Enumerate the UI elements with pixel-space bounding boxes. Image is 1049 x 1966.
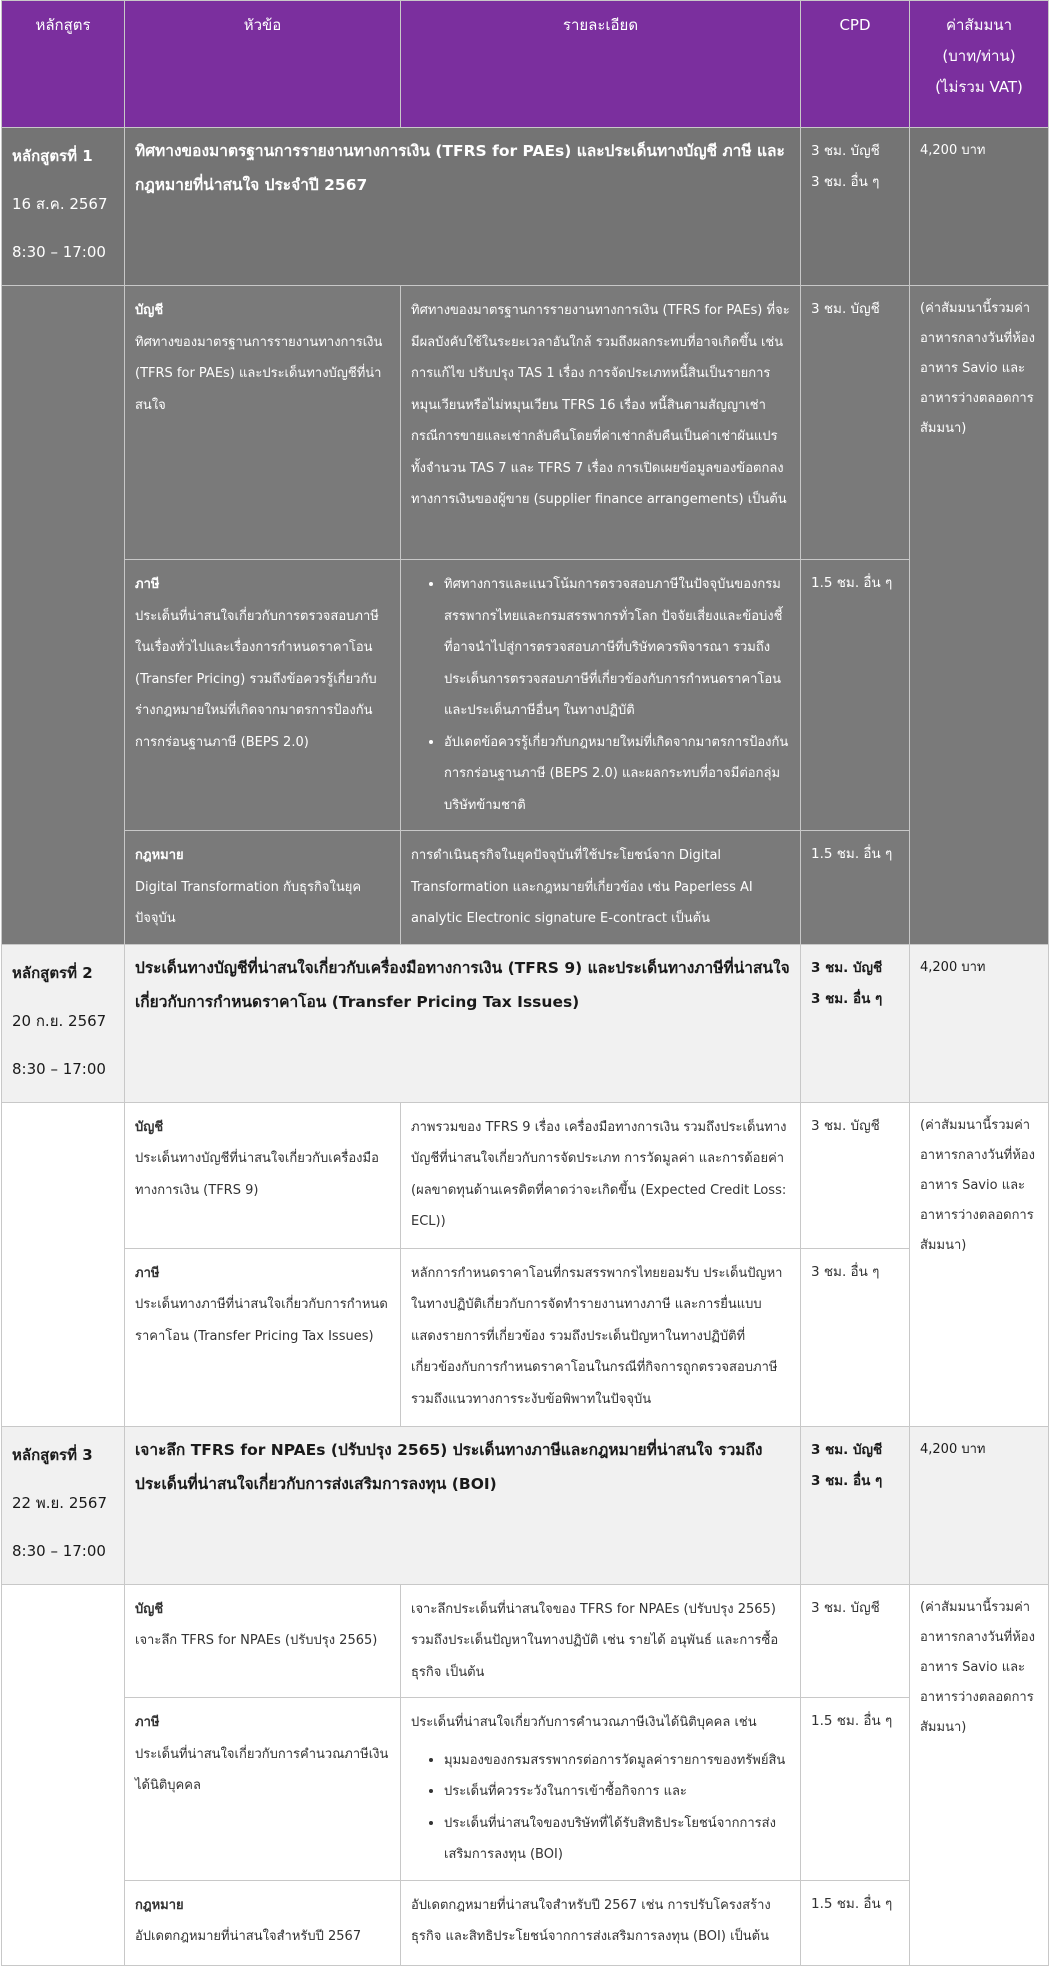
course-2-fee-note: (ค่าสัมมนานี้รวมค่าอาหารกลางวันที่ห้องอาหาร Savio และอาหารว่างตลอดการสัมมนา) — [910, 1102, 1049, 1426]
course-3-title-row — [2, 1426, 1049, 1584]
course-1-session-3-cpd: 1.5 ชม. อื่น ๆ — [801, 831, 910, 945]
course-3-session-1-topic-text: เจาะลึก TFRS for NPAEs (ปรับปรุง 2565) — [135, 1633, 378, 1648]
course-3-session-1 — [2, 1584, 1049, 1698]
course-1-cpd — [801, 128, 910, 286]
course-2-session-1-cpd: 3 ชม. บัญชี — [801, 1102, 910, 1248]
course-2-session-2-detail: หลักการกำหนดราคาโอนที่กรมสรรพากรไทยยอมรับ ประเด็นปัญหาในทางปฏิบัติเกี่ยวกับการจัดทำรายงานทางภาษี และการยื่นแบบแสดงรายการที่เกี่ยวข้อง รวมถึงประเด็นปัญหาในทางปฏิบัติที่เกี่ยวข้องกับการกำหนดราคาโอนในกรณีที่กิจการถูกตรวจสอบภาษี รวมถึงแนวทางการระงับข้อพิพาทในปัจจุบัน — [401, 1248, 801, 1426]
course-3-session-3 — [2, 1880, 1049, 1965]
course-2-session-1-category: บัญชี — [135, 1119, 164, 1135]
course-2-time: 8:30 – 17:00 — [12, 1059, 106, 1078]
course-2-session-2 — [2, 1248, 1049, 1426]
course-1-fee: 4,200 บาท — [910, 128, 1049, 286]
header-topic: หัวข้อ — [125, 1, 401, 128]
course-3-cpd-line1: 3 ชม. บัญชี — [811, 1441, 883, 1458]
header-course: หลักสูตร — [2, 1, 125, 128]
course-1-session-3 — [2, 831, 1049, 945]
course-2-session-2-topic-text: ประเด็นทางภาษีที่น่าสนใจเกี่ยวกับการกำหนดราคาโอน (Transfer Pricing Tax Issues) — [135, 1297, 388, 1344]
seminar-schedule-table — [1, 0, 1049, 1966]
course-3-session-2-cpd: 1.5 ชม. อื่น ๆ — [801, 1698, 910, 1881]
course-3-cpd-line2: 3 ชม. อื่น ๆ — [811, 1472, 883, 1489]
course-2-session-2-topic — [125, 1248, 401, 1426]
course-2-cpd — [801, 944, 910, 1102]
course-3-session-2-detail — [401, 1698, 801, 1881]
course-1-session-1-detail: ทิศทางของมาตรฐานการรายงานทางการเงิน (TFRS for PAEs) ที่จะมีผลบังคับใช้ในระยะเวลาอันใกล้ รวมถึงผลกระทบที่อาจเกิดขึ้น เช่น การแก้ไข ปรับปรุง TAS 1 เรื่อง การจัดประเภทหนี้สินเป็นรายการหมุนเวียนหรือไม่หมุนเวียน TFRS 16 เรื่อง หนี้สินตามสัญญาเช่ากรณีการขายและเช่ากลับคืนโดยที่ค่าเช่ากลับคืนเป็นค่าเช่าผันแปรทั้งจำนวน TAS 7 และ TFRS 7 เรื่อง การเปิดเผยข้อมูลของข้อตกลงทางการเงินของผู้ขาย (supplier finance arrangements) เป็นต้น — [401, 286, 801, 560]
course-1-session-2-topic — [125, 560, 401, 831]
course-3-session-1-detail: เจาะลึกประเด็นที่น่าสนใจของ TFRS for NPAEs (ปรับปรุง 2565) รวมถึงประเด็นปัญหาในทางปฏิบัติ เช่น รายได้ อนุพันธ์ และการซื้อธุรกิจ เป็นต้น — [401, 1584, 801, 1698]
course-1-session-3-topic — [125, 831, 401, 945]
course-3-session-2-bullets — [411, 1745, 790, 1871]
course-3-fee: 4,200 บาท — [910, 1426, 1049, 1584]
course-3-time: 8:30 – 17:00 — [12, 1541, 106, 1560]
header-fee-line3: (ไม่รวม VAT) — [935, 78, 1023, 96]
course-2-session-2-cpd: 3 ชม. อื่น ๆ — [801, 1248, 910, 1426]
course-1-session-1-category: บัญชี — [135, 303, 164, 318]
course-2-session-spacer — [2, 1102, 125, 1426]
course-3-session-1-category: บัญชี — [135, 1601, 164, 1617]
course-2-name: หลักสูตรที่ 2 — [12, 963, 93, 982]
course-3-session-2-topic-text: ประเด็นที่น่าสนใจเกี่ยวกับการคำนวณภาษีเงินได้นิติบุคคล — [135, 1746, 389, 1793]
course-1-session-2-topic-text: ประเด็นที่น่าสนใจเกี่ยวกับการตรวจสอบภาษีในเรื่องทั่วไปและเรื่องการกำหนดราคาโอน (Transfer Pricing) รวมถึงข้อควรรู้เกี่ยวกับร่างกฎหมายใหม่ที่เกิดจากมาตรการป้องกันการกร่อนฐานภาษี (BEPS 2.0) — [135, 608, 379, 750]
course-1-title-row — [2, 128, 1049, 286]
course-1-session-2-bullet-1: • ทิศทางการและแนวโน้มการตรวจสอบภาษีในปัจจุบันของกรมสรรพากรไทยและกรมสรรพากรทั่วโลก ปัจจัยเสี่ยงและข้อบ่งชี้ที่อาจนำไปสู่การตรวจสอบภาษีที่บริษัทควรพิจารณา รวมถึงประเด็นการตรวจสอบภาษีที่เกี่ยวข้องกับการกำหนดราคาโอน และประเด็นภาษีอื่นๆ ในทางปฏิบัติ — [444, 569, 790, 727]
course-1-session-3-category: กฎหมาย — [135, 848, 184, 863]
course-1-cpd-line1: 3 ชม. บัญชี — [811, 143, 880, 159]
course-2-cpd-line1: 3 ชม. บัญชี — [811, 959, 883, 976]
course-2-title-row — [2, 944, 1049, 1102]
course-1-cpd-line2: 3 ชม. อื่น ๆ — [811, 174, 880, 190]
course-3-session-3-detail: อัปเดตกฎหมายที่น่าสนใจสำหรับปี 2567 เช่น การปรับโครงสร้างธุรกิจ และสิทธิประโยชน์จากการส่งเสริมการลงทุน (BOI) เป็นต้น — [401, 1880, 801, 1965]
course-2-date: 20 ก.ย. 2567 — [12, 1011, 107, 1030]
course-3-session-1-topic — [125, 1584, 401, 1698]
course-1-session-1-cpd: 3 ชม. บัญชี — [801, 286, 910, 560]
course-3-session-1-cpd: 3 ชม. บัญชี — [801, 1584, 910, 1698]
course-1-name: หลักสูตรที่ 1 — [12, 147, 93, 165]
course-1-session-3-detail: การดำเนินธุรกิจในยุคปัจจุบันที่ใช้ประโยชน์จาก Digital Transformation และกฎหมายที่เกี่ยวข้อง เช่น Paperless AI analytic Electronic signature E-contract เป็นต้น — [401, 831, 801, 945]
course-3-session-2-bullet-2: • ประเด็นที่ควรระวังในการเข้าซื้อกิจการ และ — [444, 1776, 790, 1808]
course-1-session-2 — [2, 560, 1049, 831]
course-3-date: 22 พ.ย. 2567 — [12, 1493, 108, 1512]
course-2-title: ประเด็นทางบัญชีที่น่าสนใจเกี่ยวกับเครื่องมือทางการเงิน (TFRS 9) และประเด็นทางภาษีที่น่าสนใจเกี่ยวกับการกำหนดราคาโอน (Transfer Pricing Tax Issues) — [125, 944, 801, 1102]
course-1-info — [2, 128, 125, 286]
course-3-session-3-category: กฎหมาย — [135, 1897, 184, 1913]
course-2-session-1-topic-text: ประเด็นทางบัญชีที่น่าสนใจเกี่ยวกับเครื่องมือทางการเงิน (TFRS 9) — [135, 1151, 379, 1198]
course-1-time: 8:30 – 17:00 — [12, 243, 106, 261]
course-1-date: 16 ส.ค. 2567 — [12, 195, 108, 213]
course-2-session-1-topic — [125, 1102, 401, 1248]
course-3-session-2-category: ภาษี — [135, 1715, 160, 1730]
course-1-fee-note: (ค่าสัมมนานี้รวมค่าอาหารกลางวันที่ห้องอาหาร Savio และอาหารว่างตลอดการสัมมนา) — [910, 286, 1049, 945]
course-3-session-3-topic-text: อัปเดตกฎหมายที่น่าสนใจสำหรับปี 2567 — [135, 1929, 362, 1944]
course-3-name: หลักสูตรที่ 3 — [12, 1445, 93, 1464]
course-2-session-1-detail: ภาพรวมของ TFRS 9 เรื่อง เครื่องมือทางการเงิน รวมถึงประเด็นทางบัญชีที่น่าสนใจเกี่ยวกับการจัดประเภท การวัดมูลค่า และการด้อยค่า (ผลขาดทุนด้านเครดิตที่คาดว่าจะเกิดขึ้น (Expected Credit Loss: ECL)) — [401, 1102, 801, 1248]
course-3-title: เจาะลึก TFRS for NPAEs (ปรับปรุง 2565) ประเด็นทางภาษีและกฎหมายที่น่าสนใจ รวมถึงประเด็นที่น่าสนใจเกี่ยวกับการส่งเสริมการลงทุน (BOI) — [125, 1426, 801, 1584]
course-2-cpd-line2: 3 ชม. อื่น ๆ — [811, 990, 883, 1007]
course-2-session-2-category: ภาษี — [135, 1265, 160, 1281]
header-fee — [910, 1, 1049, 128]
header-cpd: CPD — [801, 1, 910, 128]
course-1-session-2-bullet-2: • อัปเดตข้อควรรู้เกี่ยวกับกฎหมายใหม่ที่เกิดจากมาตรการป้องกันการกร่อนฐานภาษี (BEPS 2.0) และผลกระทบที่อาจมีต่อกลุ่มบริษัทข้ามชาติ — [444, 727, 790, 822]
course-3-session-2-bullet-3: • ประเด็นที่น่าสนใจของบริษัทที่ได้รับสิทธิประโยชน์จากการส่งเสริมการลงทุน (BOI) — [444, 1808, 790, 1871]
course-1-session-spacer — [2, 286, 125, 945]
course-3-fee-note: (ค่าสัมมนานี้รวมค่าอาหารกลางวันที่ห้องอาหาร Savio และอาหารว่างตลอดการสัมมนา) — [910, 1584, 1049, 1965]
course-1-session-3-topic-text: Digital Transformation กับธุรกิจในยุคปัจจุบัน — [135, 879, 362, 926]
course-3-cpd — [801, 1426, 910, 1584]
course-1-session-1-topic — [125, 286, 401, 560]
course-1-session-2-cpd: 1.5 ชม. อื่น ๆ — [801, 560, 910, 831]
header-fee-line1: ค่าสัมมนา — [945, 16, 1013, 34]
course-3-session-2-intro: ประเด็นที่น่าสนใจเกี่ยวกับการคำนวณภาษีเงินได้นิติบุคคล เช่น — [411, 1715, 757, 1730]
course-1-session-2-bullets — [411, 569, 790, 821]
course-1-title: ทิศทางของมาตรฐานการรายงานทางการเงิน (TFRS for PAEs) และประเด็นทางบัญชี ภาษี และกฎหมายที่น่าสนใจ ประจำปี 2567 — [125, 128, 801, 286]
course-2-info — [2, 944, 125, 1102]
course-1-session-1 — [2, 286, 1049, 560]
course-3-session-2 — [2, 1698, 1049, 1881]
header-fee-line2: (บาท/ท่าน) — [942, 47, 1016, 65]
course-3-session-2-bullet-1: • มุมมองของกรมสรรพากรต่อการวัดมูลค่ารายการของทรัพย์สิน — [444, 1745, 790, 1777]
course-3-session-spacer — [2, 1584, 125, 1965]
header-row — [2, 1, 1049, 128]
course-3-info — [2, 1426, 125, 1584]
header-details: รายละเอียด — [401, 1, 801, 128]
course-1-session-2-category: ภาษี — [135, 577, 160, 592]
course-2-fee: 4,200 บาท — [910, 944, 1049, 1102]
course-3-session-2-topic — [125, 1698, 401, 1881]
course-2-session-1 — [2, 1102, 1049, 1248]
course-3-session-3-topic — [125, 1880, 401, 1965]
course-3-session-3-cpd: 1.5 ชม. อื่น ๆ — [801, 1880, 910, 1965]
course-1-session-2-detail — [401, 560, 801, 831]
course-1-session-1-topic-text: ทิศทางของมาตรฐานการรายงานทางการเงิน (TFRS for PAEs) และประเด็นทางบัญชีที่น่าสนใจ — [135, 334, 383, 413]
